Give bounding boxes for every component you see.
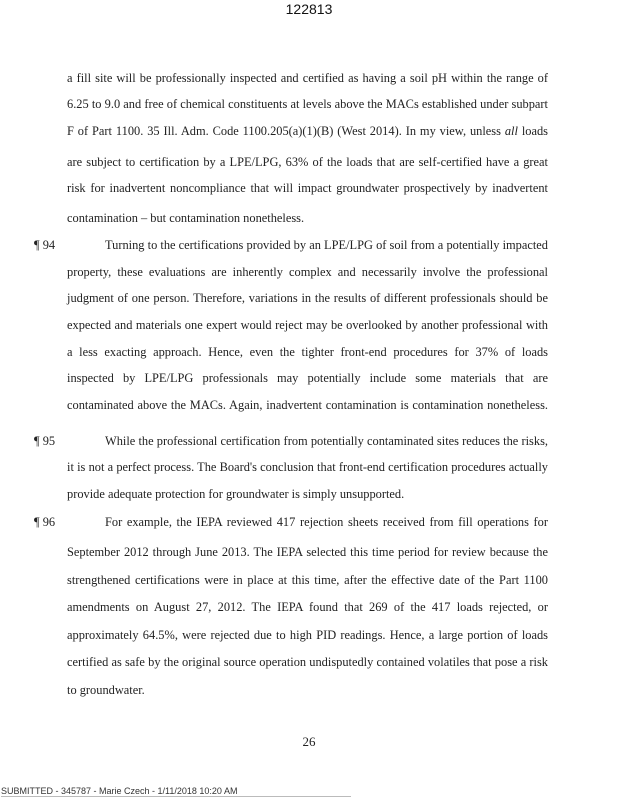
text-line: risk for inadvertent noncompliance that will impact groundwater prospectively by inadvertent xyxy=(67,181,548,195)
text-line: approximately 64.5%, were rejected due to high PID readings. Hence, a large portion of loads xyxy=(67,628,548,642)
text-line: amendments on August 27, 2012. The IEPA found that 269 of the 417 loads rejected, or xyxy=(67,600,548,614)
text-line: certified as safe by the original source operation undisputedly contained volatiles that pose a risk xyxy=(67,655,548,669)
paragraph-marker: ¶ 95 xyxy=(34,434,56,448)
emphasis-text: all xyxy=(504,124,518,138)
text-line: September 2012 through June 2013. The IEPA selected this time period for review because the xyxy=(67,545,548,559)
paragraph-marker: ¶ 96 xyxy=(34,515,56,529)
text-line: 6.25 to 9.0 and free of chemical constituents at levels above the MACs established under subpart xyxy=(67,97,548,111)
text-line: contaminated above the MACs. Again, inadvertent contamination is contamination nonetheless. xyxy=(67,398,548,412)
text-line: provide adequate protection for groundwater is simply unsupported. xyxy=(67,487,405,501)
text-line: expected and materials one expert would reject may be overlooked by another professional with xyxy=(67,318,548,332)
text-segment: F of Part 1100. 35 Ill. Adm. Code 1100.205(a)(1)(B) (West 2014). In my view, unless xyxy=(67,124,505,138)
text-line: Turning to the certifications provided by an LPE/LPG of soil from a potentially impacted xyxy=(105,238,548,252)
page-number: 26 xyxy=(302,734,316,749)
text-line: While the professional certification from potentially contaminated sites reduces the risks, xyxy=(105,434,548,448)
text-line: judgment of one person. Therefore, variations in the results of different professionals should be xyxy=(67,291,548,305)
text-line: to groundwater. xyxy=(67,683,145,697)
text-segment: loads xyxy=(517,124,548,138)
text-line: it is not a perfect process. The Board's conclusion that front-end certification procedures actually xyxy=(67,460,548,474)
text-line xyxy=(67,123,548,139)
text-line: a less exacting approach. Hence, even the tighter front-end procedures for 37% of loads xyxy=(67,345,548,359)
text-line: For example, the IEPA reviewed 417 rejection sheets received from fill operations for xyxy=(105,515,548,529)
paragraph-marker: ¶ 94 xyxy=(34,238,56,252)
text-line: property, these evaluations are inherently complex and necessarily involve the professional xyxy=(67,265,548,279)
text-line: strengthened certifications were in place at this time, after the effective date of the Part 1100 xyxy=(67,573,548,587)
submission-footer: SUBMITTED - 345787 - Marie Czech - 1/11/2018 10:20 AM xyxy=(1,786,351,797)
text-line: contamination – but contamination nonetheless. xyxy=(67,211,305,225)
text-line: are subject to certification by a LPE/LPG, 63% of the loads that are self-certified have a great xyxy=(67,155,548,169)
document-number: 122813 xyxy=(285,1,333,17)
text-line: a fill site will be professionally inspected and certified as having a soil pH within the range of xyxy=(67,71,548,85)
text-line: inspected by LPE/LPG professionals may potentially include some materials that are xyxy=(67,371,548,385)
